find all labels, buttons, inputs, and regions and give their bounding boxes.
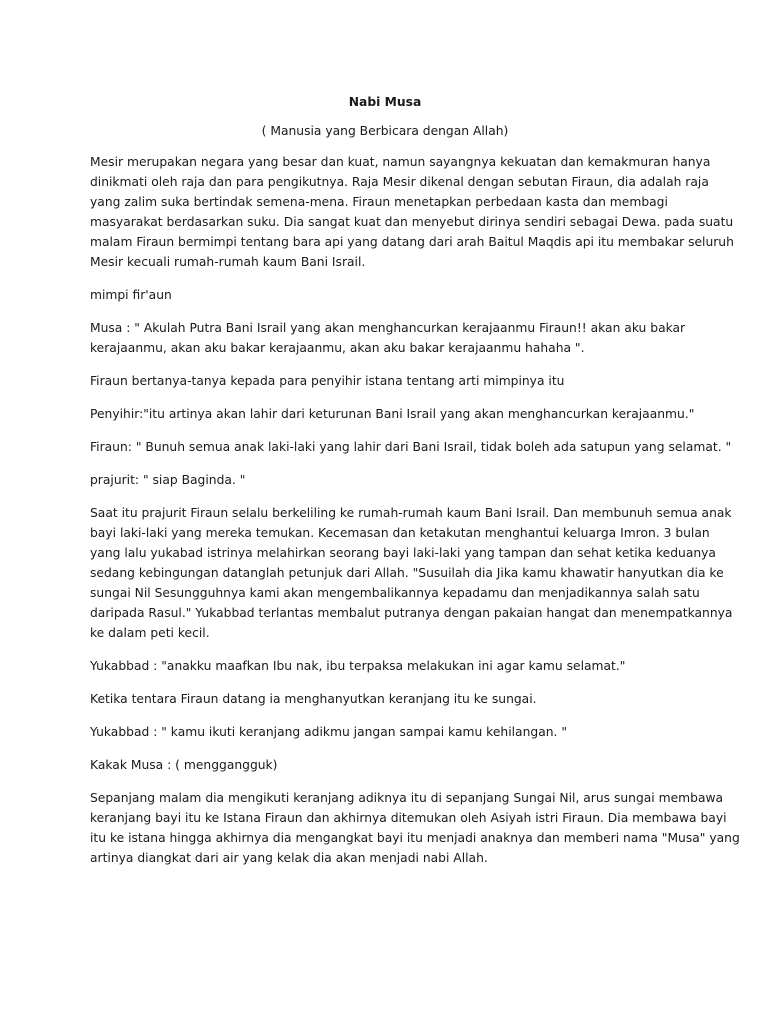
paragraph: [90, 656, 680, 676]
text-line: Mesir kecuali rumah-rumah kaum Bani Israil.: [90, 255, 366, 269]
paragraph: [90, 755, 680, 775]
paragraph: [90, 437, 732, 457]
text-line: Yukabbad : "anakku maafkan Ibu nak, ibu terpaksa melakukan ini agar kamu selamat.": [90, 659, 626, 673]
document-body: [90, 92, 740, 881]
text-line: bayi laki-laki yang mereka temukan. Kecemasan dan ketakutan menghantui keluarga Imron. 3 bulan: [90, 526, 710, 540]
paragraph: [90, 404, 695, 424]
text-line: yang zalim suka bertindak semena-mena. Firaun menetapkan perbedaan kasta dan membagi: [90, 195, 668, 209]
text-line: Musa : " Akulah Putra Bani Israil yang akan menghancurkan kerajaanmu Firaun!! akan aku bakar: [90, 321, 686, 335]
text-line: Saat itu prajurit Firaun selalu berkeliling ke rumah-rumah kaum Bani Israil. Dan membunuh semua anak: [90, 506, 732, 520]
paragraph: [90, 788, 740, 868]
text-line: ke dalam peti kecil.: [90, 626, 210, 640]
document-title: Nabi Musa: [348, 95, 422, 109]
paragraph: [90, 470, 680, 490]
paragraph: [90, 318, 686, 358]
text-line: Penyihir:"itu artinya akan lahir dari keturunan Bani Israil yang akan menghancurkan kerajaanmu.": [90, 407, 695, 421]
text-line: yang lalu yukabad istrinya melahirkan seorang bayi laki-laki yang tampan dan sehat ketika keduanya: [90, 546, 716, 560]
text-line: kerajaanmu, akan aku bakar kerajaanmu, akan aku bakar kerajaanmu hahaha ".: [90, 341, 585, 355]
text-line: Firaun: " Bunuh semua anak laki-laki yang lahir dari Bani Israil, tidak boleh ada satupun yang selamat. ": [90, 440, 732, 454]
text-line: itu ke istana hingga akhirnya dia mengangkat bayi itu menjadi anaknya dan memberi nama "Musa" yang: [90, 831, 740, 845]
paragraph: [90, 722, 680, 742]
text-line: Kakak Musa : ( menggangguk): [90, 758, 278, 772]
text-line: sungai Nil Sesungguhnya kami akan mengembalikannya kepadamu dan menjadikannya salah satu: [90, 586, 700, 600]
paragraph: [90, 371, 680, 391]
text-line: dinikmati oleh raja dan para pengikutnya. Raja Mesir dikenal dengan sebutan Firaun, dia adalah raja: [90, 175, 709, 189]
text-line: Mesir merupakan negara yang besar dan kuat, namun sayangnya kekuatan dan kemakmuran hanya: [90, 155, 711, 169]
text-line: masyarakat berdasarkan suku. Dia sangat kuat dan menyebut dirinya sendiri sebagai Dewa. pada suatu: [90, 215, 734, 229]
text-line: sedang kebingungan datanglah petunjuk dari Allah. "Susuilah dia Jika kamu khawatir hanyutkan dia ke: [90, 566, 724, 580]
text-line: prajurit: " siap Baginda. ": [90, 473, 246, 487]
paragraph: [90, 152, 734, 272]
text-line: mimpi fir'aun: [90, 288, 172, 302]
text-line: daripada Rasul." Yukabbad terlantas membalut putranya dengan pakaian hangat dan menempatkannya: [90, 606, 733, 620]
document-subtitle: ( Manusia yang Berbicara dengan Allah): [261, 124, 509, 138]
paragraph-list: [90, 152, 740, 868]
paragraph: [90, 503, 733, 643]
text-line: Ketika tentara Firaun datang ia menghanyutkan keranjang itu ke sungai.: [90, 692, 537, 706]
text-line: Firaun bertanya-tanya kepada para penyihir istana tentang arti mimpinya itu: [90, 374, 565, 388]
text-line: keranjang bayi itu ke Istana Firaun dan akhirnya ditemukan oleh Asiyah istri Firaun. Dia membawa bayi: [90, 811, 727, 825]
text-line: Sepanjang malam dia mengikuti keranjang adiknya itu di sepanjang Sungai Nil, arus sungai membawa: [90, 791, 724, 805]
text-line: malam Firaun bermimpi tentang bara api yang datang dari arah Baitul Maqdis api itu membakar seluruh: [90, 235, 734, 249]
text-line: artinya diangkat dari air yang kelak dia akan menjadi nabi Allah.: [90, 851, 488, 865]
paragraph: [90, 689, 680, 709]
text-line: Yukabbad : " kamu ikuti keranjang adikmu jangan sampai kamu kehilangan. ": [90, 725, 567, 739]
paragraph: [90, 285, 680, 305]
